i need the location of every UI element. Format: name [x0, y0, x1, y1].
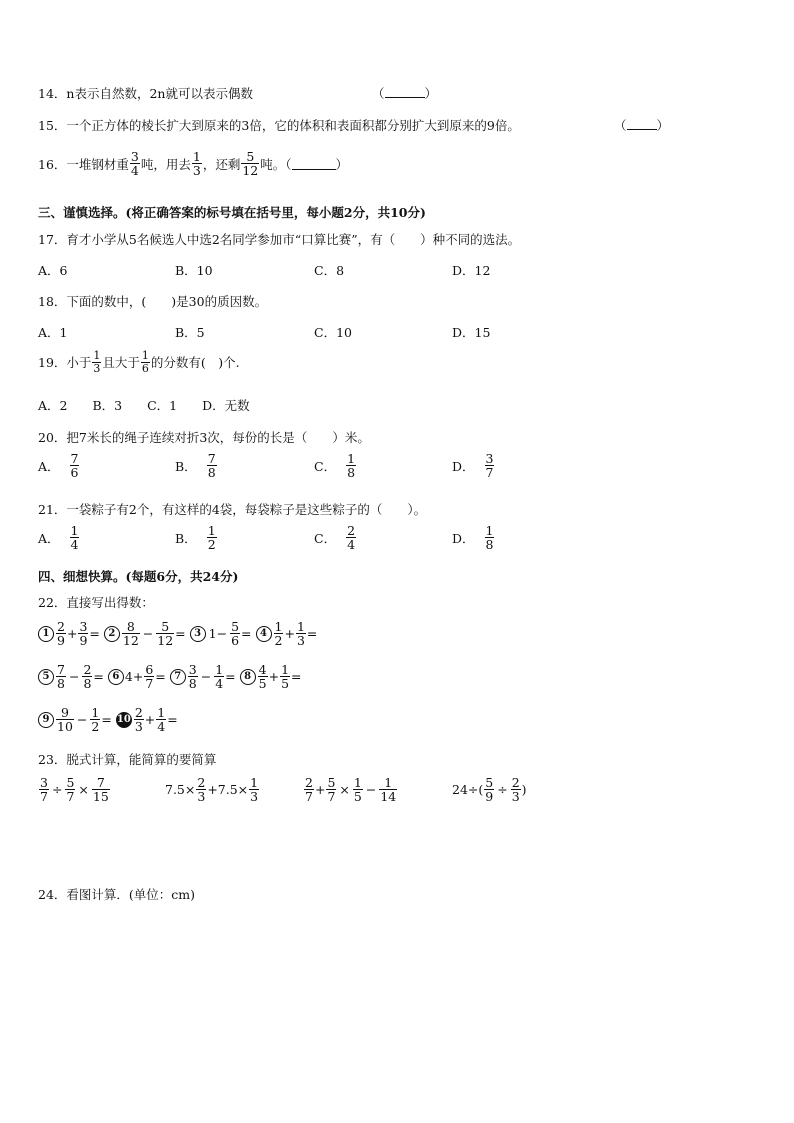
circled-number: 1 — [38, 626, 54, 642]
option-c[interactable]: C． $\frac{2}{4}$ — [314, 523, 356, 553]
fraction: $\frac{1}{3}$ — [192, 149, 201, 179]
option-b[interactable]: B． $\frac{1}{2}$ — [175, 523, 216, 553]
option-b[interactable]: B．5 — [175, 325, 205, 340]
calc-expression-3: $\frac{2}{7}$ + $\frac{5}{7}$ × $\frac{1}{5}$ − $\frac{1}{14}$ — [305, 775, 397, 805]
answer-paren-14: （ ） — [372, 86, 438, 101]
answer-paren-15: （ ） — [614, 118, 670, 133]
fraction: $\frac{5}{12}$ — [242, 149, 259, 179]
fraction: $\frac{3}{4}$ — [130, 149, 139, 179]
circled-number: 10 — [116, 712, 132, 728]
oral-calc-row-2: 5 $\frac{7}{8}$ − $\frac{2}{8}$ = 6 4+ $\frac{6}{7}$ = 7 $\frac{3}{8}$ − $\frac{1}{4}$ = 8 $\frac{4}{5}$ + $\frac{1}{5}$ = — [38, 663, 306, 690]
option-d[interactable]: D．15 — [452, 325, 491, 340]
calc-expression-4: 24÷( $\frac{5}{9}$ ÷ $\frac{2}{3}$ ) — [452, 775, 527, 805]
section-4-heading: 四、细想快算。(每题6分，共24分) — [38, 569, 239, 584]
question-16: 16． 一堆钢材重 $\frac{3}{4}$ 吨，用去 $\frac{1}{3}$ ，还剩 $\frac{5}{12}$ 吨。（ ） — [38, 149, 349, 179]
circled-number: 3 — [190, 626, 206, 642]
option-c[interactable]: C．10 — [314, 325, 352, 340]
option-d[interactable]: D． $\frac{1}{8}$ — [452, 523, 494, 553]
fraction: $\frac{1}{3}$ — [93, 349, 101, 375]
question-20: 20．把7米长的绳子连续对折3次，每份的长是（ ）米。 — [38, 430, 370, 445]
circled-number: 2 — [104, 626, 120, 642]
section-3-heading: 三、谨慎选择。(将正确答案的标号填在括号里，每小题2分，共10分) — [38, 205, 426, 220]
question-19: 19．小于 $\frac{1}{3}$ 且大于 $\frac{1}{6}$ 的分数有( )个. — [38, 349, 240, 375]
answer-blank[interactable] — [627, 117, 657, 131]
circled-number: 5 — [38, 669, 54, 685]
oral-calc-row-3: 9 $\frac{9}{10}$ − $\frac{1}{2}$ = 10 $\frac{2}{3}$ + $\frac{1}{4}$ = — [38, 706, 182, 733]
answer-blank[interactable] — [385, 85, 425, 99]
circled-number: 9 — [38, 712, 54, 728]
circled-number: 6 — [108, 669, 124, 685]
calc-expression-2: 7.5× $\frac{2}{3}$ +7.5× $\frac{1}{3}$ — [165, 775, 259, 805]
question-17: 17．育才小学从5名候选人中选2名同学参加市“口算比赛”，有（ ）种不同的选法。 — [38, 232, 521, 247]
option-c[interactable]: C．8 — [314, 263, 345, 278]
option-a[interactable]: A． $\frac{7}{6}$ — [38, 451, 79, 481]
question-21: 21．一袋粽子有2个，有这样的4袋，每袋粽子是这些粽子的（ ）。 — [38, 502, 427, 517]
option-d[interactable]: D．12 — [452, 263, 491, 278]
options-19[interactable]: A．2 B．3 C．1 D．无数 — [38, 398, 250, 413]
circled-number: 7 — [170, 669, 186, 685]
option-a[interactable]: A． $\frac{1}{4}$ — [38, 523, 79, 553]
question-14: 14．n表示自然数，2n就可以表示偶数 — [38, 86, 253, 101]
option-a[interactable]: A．6 — [38, 263, 68, 278]
option-a[interactable]: A．1 — [38, 325, 68, 340]
option-b[interactable]: B．10 — [175, 263, 213, 278]
circled-number: 4 — [256, 626, 272, 642]
question-22: 22．直接写出得数： — [38, 595, 154, 610]
option-b[interactable]: B． $\frac{7}{8}$ — [175, 451, 216, 481]
question-24: 24．看图计算．(单位：cm) — [38, 887, 196, 902]
option-d[interactable]: D． $\frac{3}{7}$ — [452, 451, 494, 481]
circled-number: 8 — [240, 669, 256, 685]
question-18: 18．下面的数中，( )是30的质因数。 — [38, 294, 268, 309]
option-c[interactable]: C． $\frac{1}{8}$ — [314, 451, 356, 481]
oral-calc-row-1: 1 $\frac{2}{9}$ + $\frac{3}{9}$ = 2 $\frac{8}{12}$ − $\frac{5}{12}$ = 3 1− $\frac{5}{6}$ = 4 $\frac{1}{2}$ + $\frac{1}{3}$ = — [38, 620, 321, 647]
question-23: 23．脱式计算，能简算的要简算 — [38, 752, 217, 767]
answer-blank[interactable] — [292, 157, 336, 171]
fraction: $\frac{1}{6}$ — [141, 349, 149, 375]
calc-expression-1: $\frac{3}{7}$ ÷ $\frac{5}{7}$ × $\frac{7}{15}$ — [40, 775, 109, 805]
question-15: 15．一个正方体的棱长扩大到原来的3倍，它的体积和表面积都分别扩大到原来的9倍。 — [38, 118, 520, 133]
